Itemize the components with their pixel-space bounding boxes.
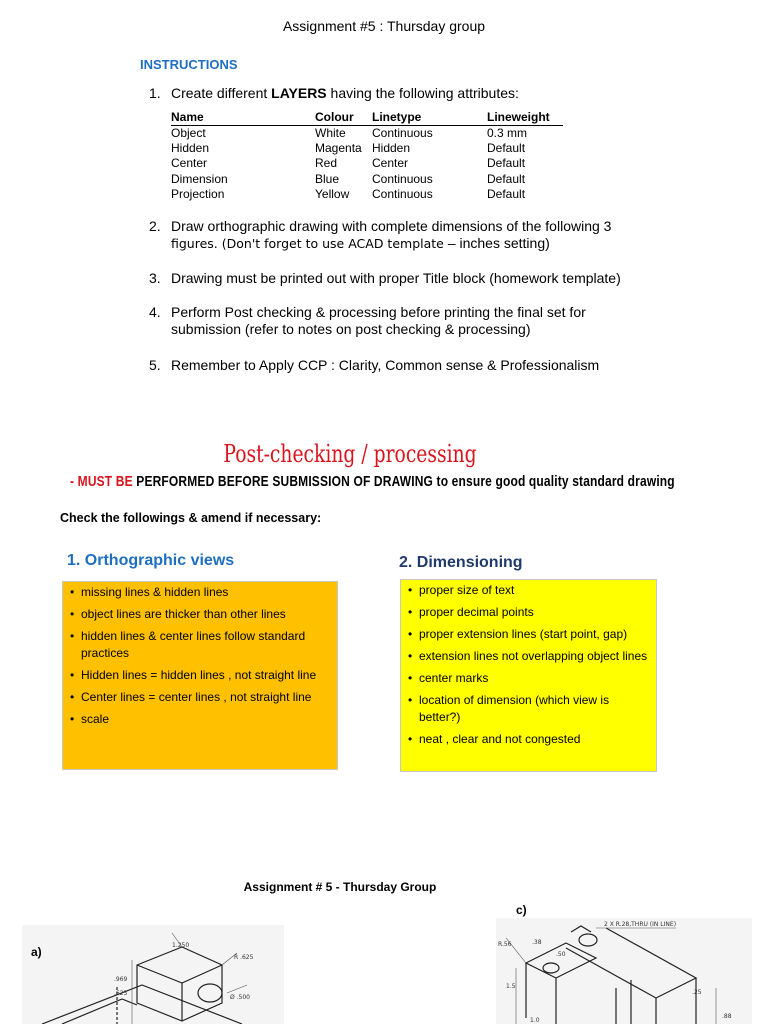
list-item: • proper decimal points — [405, 604, 652, 621]
dimension-label: .625 — [114, 990, 128, 997]
item-text-post: having the following attributes: — [326, 85, 519, 101]
dimension-label: Ø .500 — [230, 994, 250, 1001]
table-cell: Yellow — [315, 186, 350, 201]
table-cell: Blue — [315, 171, 340, 186]
table-cell: Continuous — [372, 171, 433, 186]
column-header: Linetype — [372, 110, 487, 126]
item-line-2a: figures. (Don't forget to use ACAD template — [171, 236, 448, 251]
instruction-item-4 — [149, 304, 586, 338]
dimensioning-checklist-box — [400, 579, 657, 772]
list-item: • missing lines & hidden lines — [67, 584, 333, 601]
item-number: 5. — [149, 357, 161, 373]
list-item: • object lines are thicker than other lines — [67, 606, 333, 623]
column-header: Colour — [315, 110, 372, 126]
item-line-2: submission (refer to notes on post checking & processing) — [171, 321, 531, 337]
table-row — [171, 141, 563, 156]
dimension-label: .50 — [556, 951, 566, 958]
dimension-label: .38 — [532, 939, 542, 946]
table-row — [171, 187, 563, 202]
table-cell: Continuous — [372, 186, 433, 201]
figure-a-isometric-drawing — [22, 925, 284, 1024]
document-header: Assignment #5 : Thursday group — [282, 18, 486, 34]
table-row — [171, 126, 563, 142]
table-cell: Default — [487, 186, 526, 201]
figure-a-label: a) — [31, 945, 42, 959]
table-cell: Center — [171, 156, 208, 171]
list-item: • Hidden lines = hidden lines , not straight line — [67, 667, 333, 684]
instructions-heading: INSTRUCTIONS — [140, 57, 238, 72]
item-line-1: Draw orthographic drawing with complete dimensions of the following 3 — [171, 218, 612, 234]
dimension-label: R.56 — [498, 941, 512, 948]
orthographic-views-title: 1. Orthographic views — [67, 552, 235, 569]
dimension-label: 1.0 — [530, 1017, 540, 1024]
table-cell: Magenta — [315, 141, 362, 156]
table-cell: Default — [487, 141, 526, 156]
table-cell: 0.3 mm — [487, 126, 528, 140]
item-number: 4. — [149, 304, 161, 320]
instruction-item-1 — [149, 85, 519, 102]
instruction-item-5 — [149, 357, 599, 374]
item-number: 1. — [149, 85, 161, 101]
item-text-pre: Create different — [171, 85, 272, 101]
postcheck-title: Post-checking / processing — [223, 440, 477, 468]
dimension-label: .969 — [114, 976, 128, 983]
table-cell: Projection — [171, 186, 225, 201]
item-text: Remember to Apply CCP : Clarity, Common sense & Professionalism — [171, 357, 600, 373]
list-item: • neat , clear and not congested — [405, 731, 652, 748]
figure-c-label: c) — [516, 903, 527, 917]
column-header: Lineweight — [487, 110, 563, 126]
assignment-sheet-title: Assignment # 5 - Thursday Group — [243, 880, 437, 894]
subtitle-rest: PERFORMED BEFORE SUBMISSION OF DRAWING to ensure good quality standard drawing — [132, 473, 675, 490]
dimension-label: 2 X R.28,THRU (IN LINE) — [604, 921, 677, 928]
figure-c-isometric-drawing — [496, 918, 752, 1024]
layer-attributes-table — [171, 110, 563, 202]
dimension-label: 1.250 — [172, 942, 190, 949]
table-cell: Center — [372, 156, 409, 171]
table-cell: Continuous — [372, 126, 433, 140]
list-item: • scale — [67, 711, 333, 728]
check-instruction: Check the followings & amend if necessary: — [60, 511, 322, 525]
list-item: • Center lines = center lines , not straight line — [67, 689, 333, 706]
orthographic-checklist-box — [62, 581, 338, 770]
item-number: 3. — [149, 270, 161, 286]
list-item: • location of dimension (which view is better?) — [405, 692, 652, 726]
table-cell: Red — [315, 156, 338, 171]
table-row — [171, 156, 563, 171]
item-number: 2. — [149, 218, 161, 234]
table-row — [171, 172, 563, 187]
item-line-2b: – inches setting) — [447, 235, 550, 251]
list-item: • proper size of text — [405, 582, 652, 599]
dimension-label: R .625 — [234, 954, 254, 961]
table-cell: Hidden — [372, 141, 411, 156]
dimension-label: .25 — [692, 989, 702, 996]
dimension-label: .88 — [722, 1013, 732, 1020]
table-cell: White — [315, 126, 346, 140]
subtitle-dash: - — [70, 473, 78, 490]
table-cell: Dimension — [171, 171, 228, 186]
postcheck-subtitle — [70, 473, 675, 490]
item-line-1: Perform Post checking & processing before printing the final set for — [171, 304, 586, 320]
instruction-item-3 — [149, 270, 621, 287]
table-header-row — [171, 110, 563, 126]
instruction-item-2 — [149, 218, 611, 252]
dimension-label: 1.5 — [506, 983, 516, 990]
table-cell: Default — [487, 156, 526, 171]
list-item: • center marks — [405, 670, 652, 687]
table-cell: Object — [171, 126, 206, 140]
item-text: Drawing must be printed out with proper Title block (homework template) — [171, 270, 621, 286]
table-cell: Hidden — [171, 141, 210, 156]
list-item: • extension lines not overlapping object lines — [405, 648, 652, 665]
item-text-bold: LAYERS — [271, 85, 327, 101]
subtitle-must-be: MUST BE — [77, 473, 133, 490]
column-header: Name — [171, 110, 315, 126]
list-item: • proper extension lines (start point, gap) — [405, 626, 652, 643]
dimensioning-title: 2. Dimensioning — [399, 554, 523, 571]
table-cell: Default — [487, 171, 526, 186]
list-item: • hidden lines & center lines follow standard practices — [67, 628, 333, 662]
